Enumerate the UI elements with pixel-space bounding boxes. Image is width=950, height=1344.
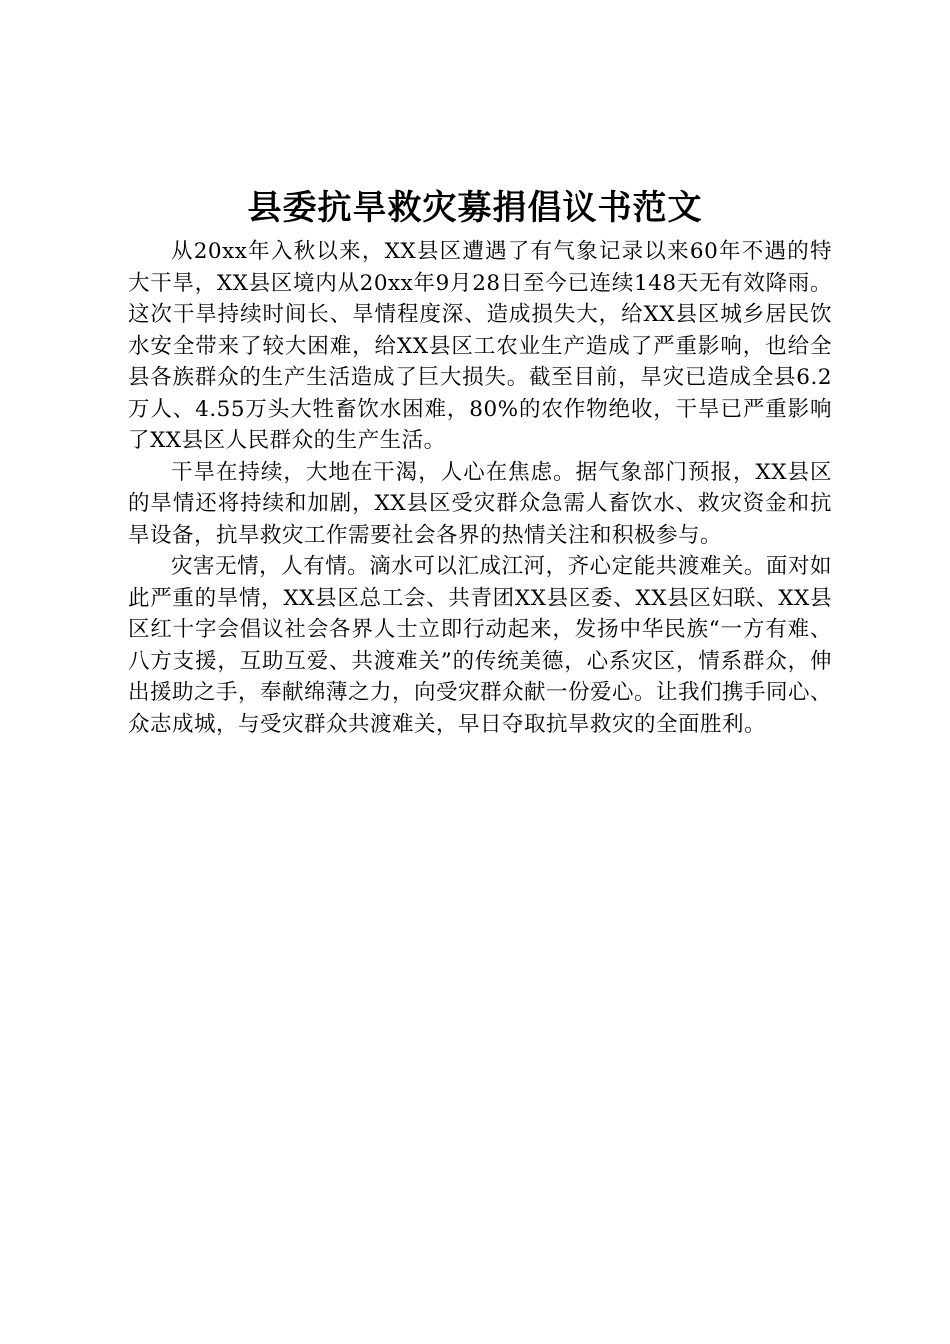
paragraph-1: 从20xx年入秋以来，XX县区遭遇了有气象记录以来60年不遇的特大干旱，XX县区境内从20xx年9月28日至今已连续148天无有效降雨。这次干旱持续时间长、旱情程度深、造成损失大，给XX县区城乡居民饮水安全带来了较大困难，给XX县区工农业生产造成了严重影响，也给全县各族群众的生产生活造成了巨大损失。截至目前，旱灾已造成全县6.2万人、4.55万头大牲畜饮水困难，80%的农作物绝收，干旱已严重影响了XX县区人民群众的生产生活。 [128, 239, 832, 453]
document-body [128, 236, 832, 740]
paragraph-2: 干旱在持续，大地在干渴，人心在焦虑。据气象部门预报，XX县区的旱情还将持续和加剧，XX县区受灾群众急需人畜饮水、救灾资金和抗旱设备，抗旱救灾工作需要社会各界的热情关注和积极参与。 [128, 459, 832, 548]
paragraph-3: 灾害无情，人有情。滴水可以汇成江河，齐心定能共渡难关。面对如此严重的旱情，XX县区总工会、共青团XX县区委、XX县区妇联、XX县区红十字会倡议社会各界人士立即行动起来，发扬中华民族“一方有难、八方支援，互助互爱、共渡难关”的传统美德，心系灾区，情系群众，伸出援助之手，奉献绵薄之力，向受灾群众献一份爱心。让我们携手同心、众志成城，与受灾群众共渡难关，早日夺取抗旱救灾的全面胜利。 [128, 554, 833, 737]
document-title: 县委抗旱救灾募捐倡议书范文 [247, 188, 703, 228]
